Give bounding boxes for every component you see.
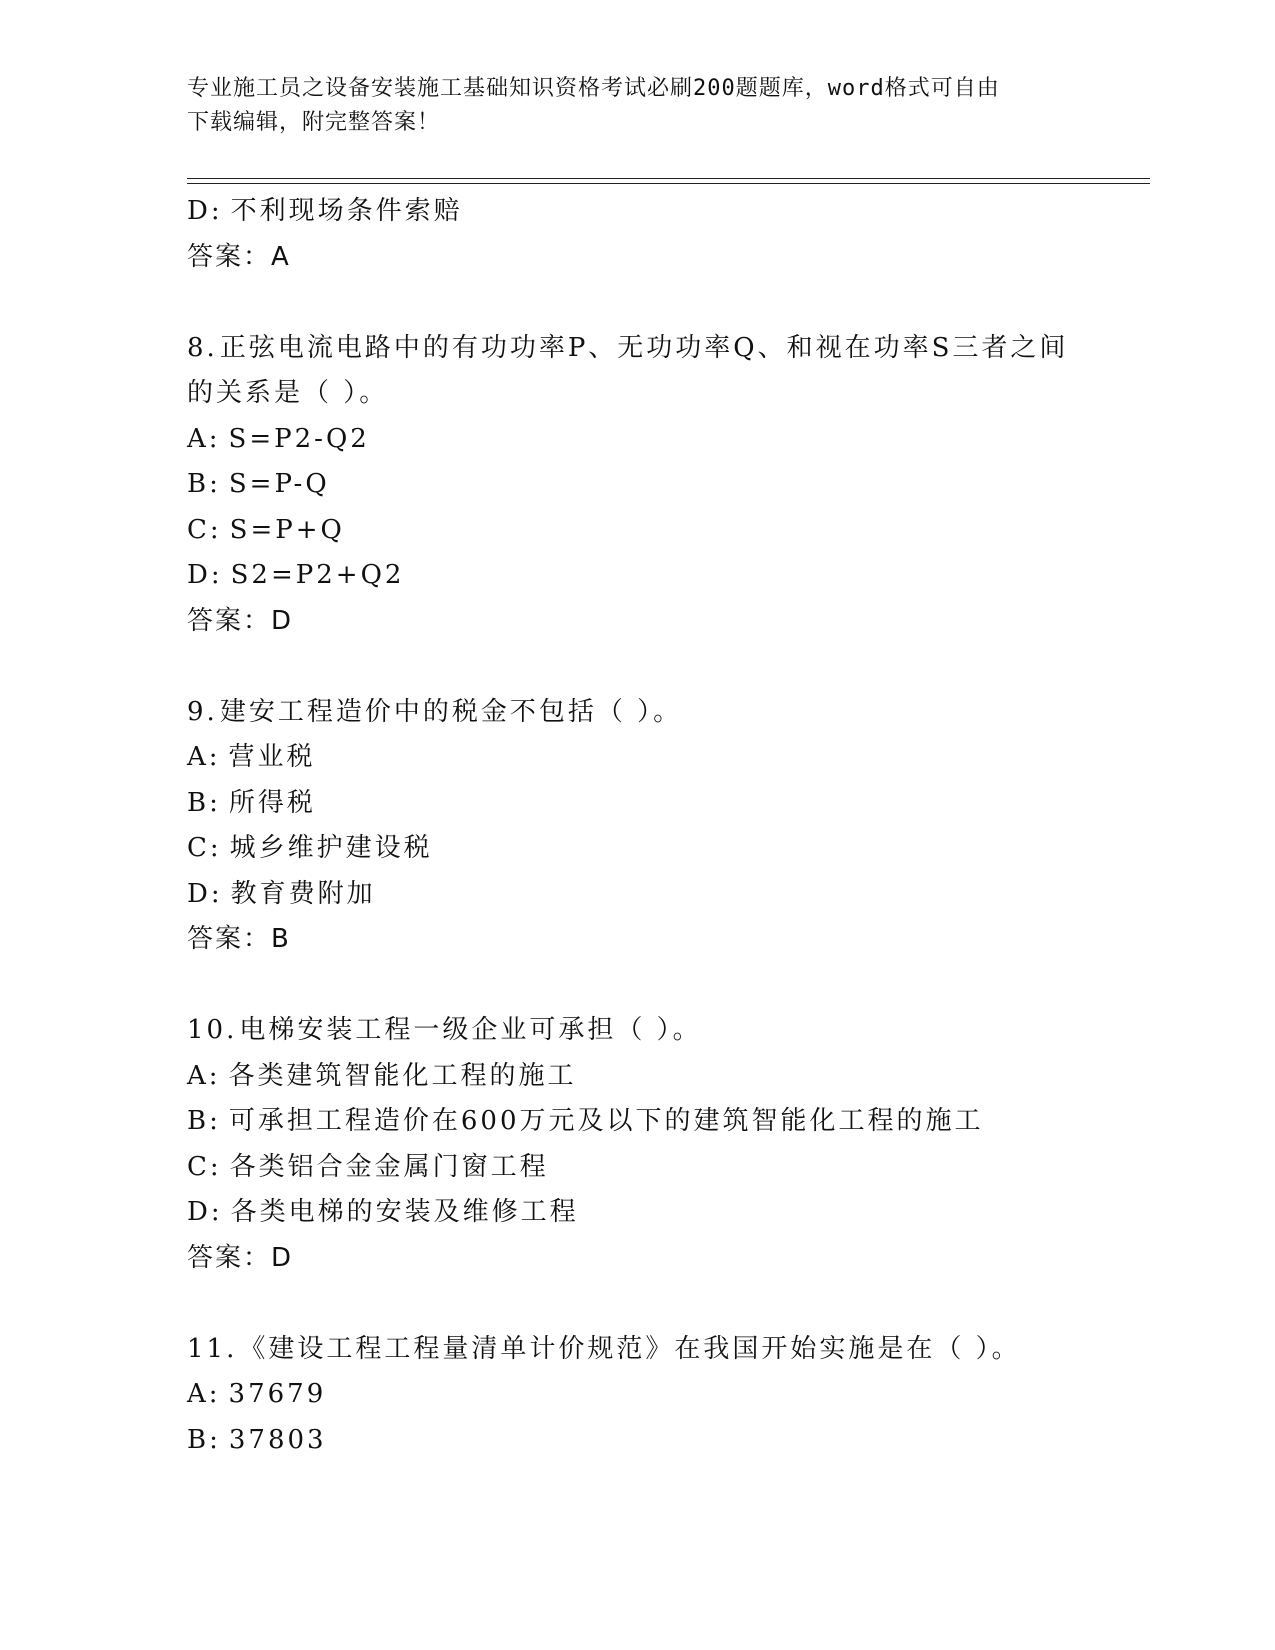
option-c (187, 1145, 1137, 1191)
option-letter: A: (187, 423, 221, 454)
question-11 (187, 1327, 1137, 1464)
option-letter: C: (187, 1151, 222, 1182)
option-text: 所得税 (228, 787, 316, 818)
option-text: S=P+Q (229, 514, 345, 545)
question-stem (187, 690, 1137, 736)
option-letter: D: (187, 1197, 223, 1227)
prev-question-option-d (187, 189, 1137, 235)
option-text: 城乡维护建设税 (229, 833, 433, 863)
option-text: 营业税 (228, 742, 316, 772)
option-d (187, 1190, 1137, 1236)
answer-line: 答案：B (187, 924, 291, 954)
option-d (187, 553, 1137, 599)
question-stem-line-1: 电梯安装工程一级企业可承担（ ）。 (239, 1015, 702, 1045)
question-9 (187, 690, 1137, 963)
option-text: S2=P2+Q2 (230, 560, 405, 590)
answer-line: 答案：D (187, 605, 294, 636)
option-letter: B: (187, 1424, 221, 1455)
answer-line: 答案：D (187, 1242, 294, 1273)
option-letter: B: (187, 787, 221, 818)
question-number: 9. (187, 696, 218, 727)
question-stem-line-1: 正弦电流电路中的有功功率P、无功功率Q、和视在功率S三者之间 (219, 332, 1069, 363)
option-b (187, 462, 1137, 508)
option-letter: A: (187, 1060, 221, 1091)
option-c (187, 508, 1137, 554)
option-letter: D: (187, 560, 223, 590)
spacer (187, 644, 1137, 690)
option-letter: B: (187, 469, 221, 499)
option-text: 教育费附加 (230, 878, 376, 909)
option-letter: D: (187, 196, 223, 226)
question-number: 11. (187, 1333, 238, 1364)
spacer (187, 280, 1137, 326)
option-a (187, 1054, 1137, 1100)
question-stem (187, 1008, 1137, 1054)
header-title-line-2: 下载编辑，附完整答案！ (187, 110, 441, 135)
header-divider-top (187, 178, 1150, 179)
option-c (187, 826, 1137, 872)
question-number: 10. (187, 1015, 238, 1045)
option-letter: A: (187, 742, 221, 772)
option-letter: A: (187, 1379, 221, 1409)
question-stem-line-1: 建安工程造价中的税金不包括（ ）。 (219, 696, 683, 727)
question-stem (187, 326, 1137, 372)
question-stem-line-1: 《建设工程工程量清单计价规范》在我国开始实施是在（ ）。 (239, 1333, 1021, 1364)
header-title-line-1: 专业施工员之设备安装施工基础知识资格考试必刷200题题库，word格式可自由 (187, 76, 1000, 101)
question-8 (187, 326, 1137, 645)
spacer (187, 1281, 1137, 1327)
option-letter: C: (187, 514, 222, 545)
option-text: 37679 (228, 1379, 327, 1409)
header-divider-bottom (187, 183, 1150, 184)
question-stem (187, 1327, 1137, 1373)
option-text: 可承担工程造价在600万元及以下的建筑智能化工程的施工 (228, 1106, 984, 1136)
spacer (187, 963, 1137, 1009)
question-10 (187, 1008, 1137, 1281)
prev-question-answer: 答案：A (187, 241, 291, 272)
option-b (187, 1418, 1137, 1464)
option-d (187, 872, 1137, 918)
option-letter: C: (187, 833, 222, 863)
option-b (187, 781, 1137, 827)
option-letter: B: (187, 1106, 221, 1136)
option-a (187, 417, 1137, 463)
option-letter: D: (187, 878, 223, 909)
question-stem-line-2: 的关系是（ ）。 (187, 378, 389, 408)
question-number: 8. (187, 332, 218, 363)
option-a (187, 735, 1137, 781)
option-a (187, 1372, 1137, 1418)
option-text: 各类电梯的安装及维修工程 (230, 1197, 579, 1227)
document-body (187, 189, 1137, 1463)
option-text: S=P2-Q2 (228, 423, 370, 454)
option-text: S=P-Q (228, 469, 330, 499)
option-b (187, 1099, 1137, 1145)
option-text: 各类建筑智能化工程的施工 (228, 1060, 577, 1091)
option-text: 不利现场条件索赔 (230, 196, 463, 226)
document-header-title (187, 72, 1067, 140)
option-text: 37803 (228, 1424, 327, 1455)
option-text: 各类铝合金金属门窗工程 (229, 1151, 549, 1182)
